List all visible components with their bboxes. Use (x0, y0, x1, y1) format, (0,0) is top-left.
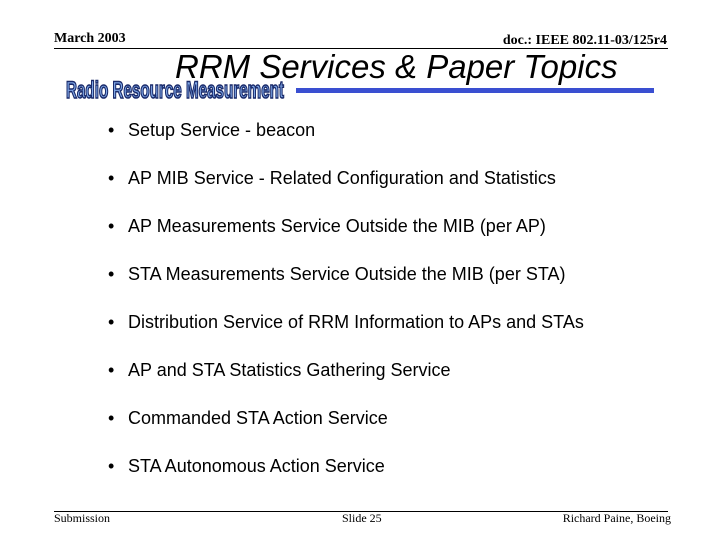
bullet-text: Setup Service - beacon (128, 120, 316, 140)
footer-submission: Submission (54, 511, 111, 525)
bullet-dot: • (108, 216, 115, 236)
header-doc-id: doc.: IEEE 802.11-03/125r4 (502, 33, 667, 48)
bullet-text: AP and STA Statistics Gathering Service (128, 360, 451, 380)
bullet-dot: • (108, 264, 115, 284)
bullet-text: STA Measurements Service Outside the MIB (per STA) (128, 264, 566, 284)
bullet-item (108, 356, 584, 404)
bullet-list (108, 116, 584, 500)
bullet-item (108, 452, 584, 500)
logo-wordmark: Radio Resource Measurement (66, 77, 285, 104)
bullet-text: STA Autonomous Action Service (128, 456, 385, 476)
slide-title: RRM Services & Paper Topics (175, 48, 618, 85)
footer-author: Richard Paine, Boeing (562, 511, 671, 525)
bullet-dot: • (108, 408, 115, 428)
bullet-dot: • (108, 312, 115, 332)
bullet-dot: • (108, 456, 115, 476)
bullet-item (108, 308, 584, 356)
footer-slide-number: Slide 25 (342, 511, 382, 525)
title-accent-bar (296, 88, 654, 93)
bullet-item (108, 260, 584, 308)
bullet-text: Distribution Service of RRM Information to APs and STAs (128, 312, 584, 332)
bullet-dot: • (108, 360, 115, 380)
header-date: March 2003 (54, 31, 126, 46)
bullet-text: Commanded STA Action Service (128, 408, 388, 428)
bullet-item (108, 116, 584, 164)
bullet-text: AP Measurements Service Outside the MIB (per AP) (128, 216, 546, 236)
bullet-dot: • (108, 168, 115, 188)
bullet-item (108, 212, 584, 260)
bullet-dot: • (108, 120, 115, 140)
bullet-item (108, 404, 584, 452)
bullet-item (108, 164, 584, 212)
bullet-text: AP MIB Service - Related Configuration and Statistics (128, 168, 556, 188)
